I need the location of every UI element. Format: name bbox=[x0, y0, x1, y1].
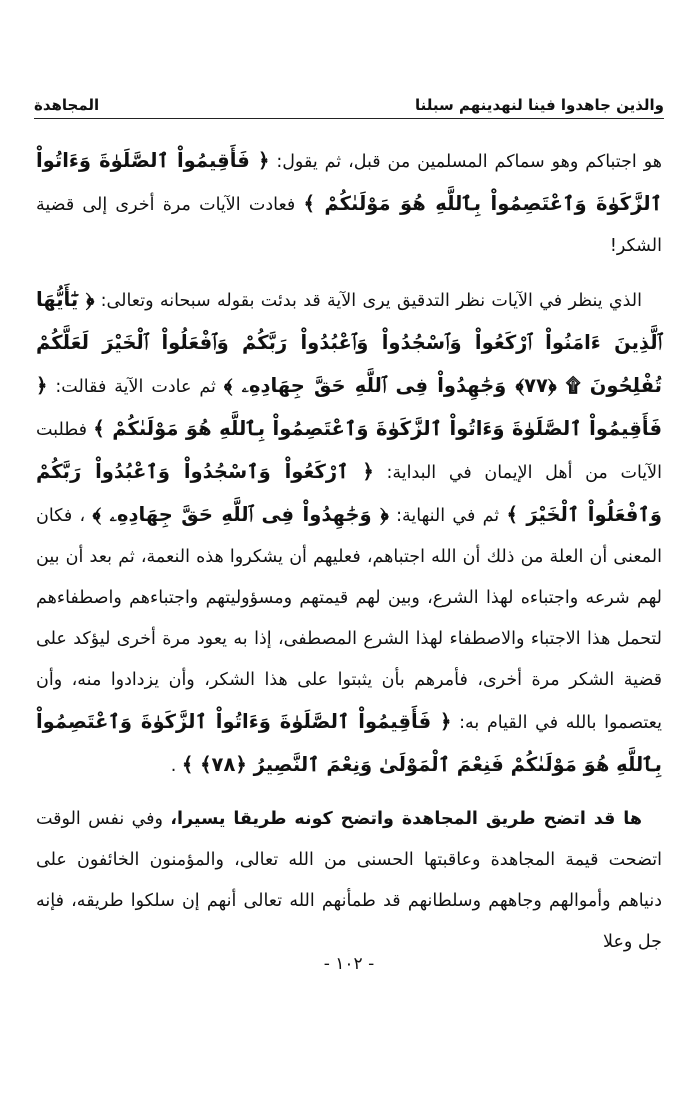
header-rule bbox=[34, 118, 664, 119]
quran-verse: ﴿ ٱرْكَعُواْ وَٱسْجُدُواْ وَٱعْبُدُواْ رَبَّكُمْ وَٱفْعَلُواْ ٱلْخَيْرَ ﴾ bbox=[36, 460, 662, 526]
page-number: - ١٠٢ - bbox=[323, 954, 375, 974]
paragraph-text: ثم في النهاية: bbox=[396, 506, 500, 526]
quran-verse: ﴿ فَأَقِيمُواْ ٱلصَّلَوٰةَ وَءَاتُواْ ٱلزَّكَوٰةَ وَٱعْتَصِمُواْ بِٱللَّهِ هُوَ مَوْلَىٰكُمْ فَنِعْمَ ٱلْمَوْلَىٰ وَنِعْمَ ٱلنَّصِيرُ ﴿٧٨﴾ ﴾ bbox=[36, 710, 662, 776]
paragraph-text: فطلبت الآيات من أهل الإيمان في البداية: bbox=[36, 420, 662, 483]
paragraph-text: الذي ينظر في الآيات نظر التدقيق يرى الآية قد بدئت بقوله سبحانه وتعالى: bbox=[100, 291, 642, 311]
paragraph-3 bbox=[36, 799, 662, 963]
paragraph-text: فعادت الآيات مرة أخرى إلى قضية الشكر! bbox=[36, 195, 662, 256]
quran-verse: ﴿ فَأَقِيمُواْ ٱلصَّلَوٰةَ وَءَاتُواْ ٱلزَّكَوٰةَ وَٱعْتَصِمُواْ بِٱللَّهِ هُوَ مَوْلَىٰكُمْ ﴾ bbox=[36, 149, 662, 215]
header-chapter-title: المجاهدة bbox=[34, 96, 100, 114]
running-header bbox=[34, 86, 664, 114]
header-book-title: والذين جاهدوا فينا لنهدينهم سبلنا bbox=[415, 96, 664, 114]
paragraph-text: . bbox=[170, 756, 177, 776]
paragraph-text: ثم عادت الآية فقالت: bbox=[55, 377, 216, 397]
paragraph-1 bbox=[36, 140, 662, 267]
paragraph-2 bbox=[36, 279, 662, 787]
page-body bbox=[36, 140, 662, 975]
paragraph-text: ، فكان المعنى أن العلة من ذلك أن الله اجتباهم، فعليهم أن يشكروا هذه النعمة، ثم بعد أن بين لهم شرعه واجتباءه لهذا الشرع، وبين لهم قيمتهم ومسؤوليتهم واجتباءهم واصطفاءهم لتحمل هذا الاجتباء والاصطفاء لهذا الشرع المصطفى، إذا به يعود مرة أخرى ليؤكد على قضية الشكر مرة أخرى، فأمرهم بأن يثبتوا على هذا الشكر، وأن يزدادوا منه، وأن يعتصموا بالله في القيام به: bbox=[36, 506, 662, 733]
paragraph-text: وفي نفس الوقت اتضحت قيمة المجاهدة وعاقبتها الحسنى من الله تعالى، والمؤمنون الخائفون على دنياهم وأموالهم وجاههم وسلطانهم قد طمأنهم الله تعالى أنهم إن سلكوا طريقه، فإنه جل وعلا bbox=[36, 809, 662, 952]
paragraph-text: هو اجتباكم وهو سماكم المسلمين من قبل، ثم يقول: bbox=[276, 152, 662, 172]
quran-verse: ﴿ فَأَقِيمُواْ ٱلصَّلَوٰةَ وَءَاتُواْ ٱلزَّكَوٰةَ وَٱعْتَصِمُواْ بِٱللَّهِ هُوَ مَوْلَىٰكُمْ ﴾ bbox=[36, 374, 662, 440]
bold-lead-sentence: ها قد اتضح طريق المجاهدة واتضح كونه طريقا يسيرا، bbox=[170, 809, 642, 829]
quran-verse: ﴿ وَجَٰهِدُواْ فِى ٱللَّهِ حَقَّ جِهَادِهِۦ ﴾ bbox=[92, 503, 389, 526]
quran-verse: ﴿ يَٰٓأَيُّهَا ٱلَّذِينَ ءَامَنُواْ ٱرْكَعُواْ وَٱسْجُدُواْ وَٱعْبُدُواْ رَبَّكُمْ وَٱفْعَلُواْ ٱلْخَيْرَ لَعَلَّكُمْ تُفْلِحُونَ ۩ ﴿٧٧﴾ وَجَٰهِدُواْ فِى ٱللَّهِ حَقَّ جِهَادِهِۦ ﴾ bbox=[36, 288, 662, 397]
